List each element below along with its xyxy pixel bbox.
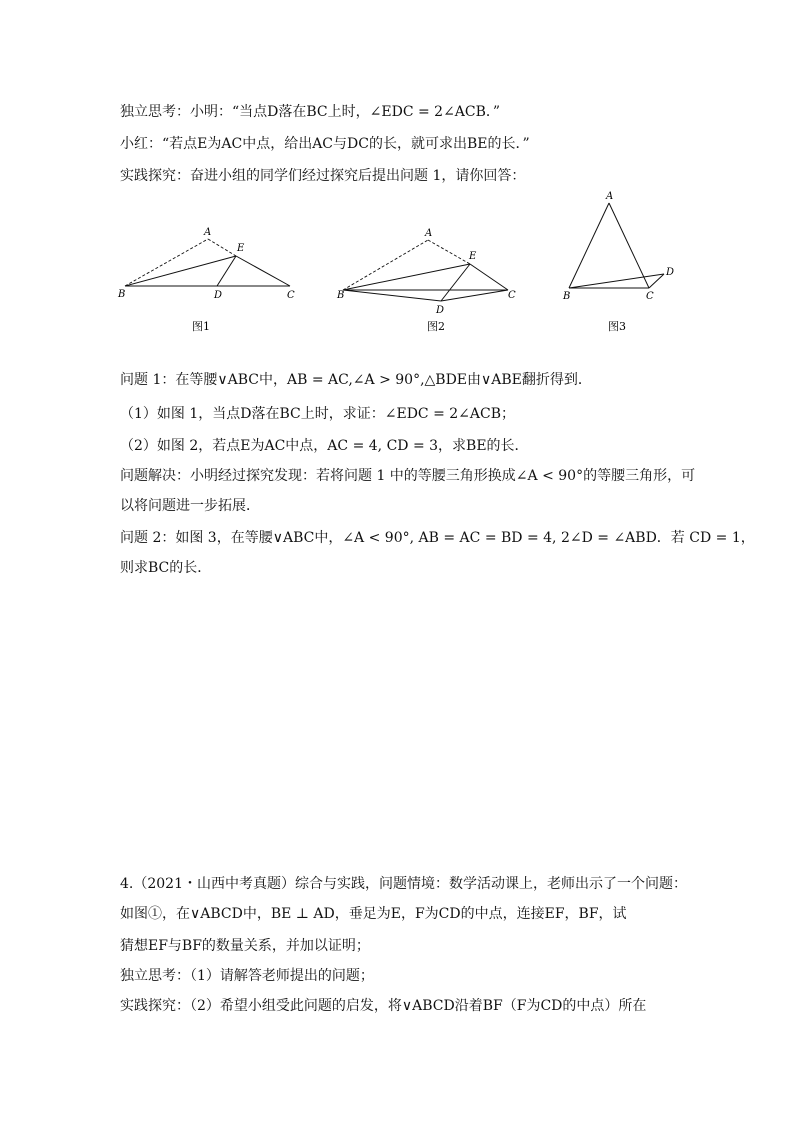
label-e: E <box>237 243 245 254</box>
label-a: A <box>425 228 433 239</box>
text-line: 猜想EF与BF的数量关系，并加以证明； <box>120 938 370 954</box>
label-d: D <box>214 290 223 301</box>
text-line: 则求BC的长． <box>120 560 212 576</box>
text-line: 问题解决：小明经过探究发现：若将问题 1 中的等腰三角形换成∠A < 90°的等腰三角形，可 <box>120 468 696 484</box>
text-line: 以将问题进一步拓展． <box>120 498 260 514</box>
label-b: B <box>563 291 571 302</box>
text-line: 实践探究：（2）希望小组受此问题的启发，将∨ABCD沿着BF（F为CD的中点）所在 <box>120 998 647 1014</box>
figure-1 <box>110 220 310 340</box>
label-c: C <box>508 290 516 301</box>
text-line: 小红：“若点E为AC中点，给出AC与DC的长，就可求出BE的长．” <box>120 136 530 152</box>
label-b: B <box>118 289 126 300</box>
label-d: D <box>666 267 675 278</box>
text-line: （1）如图 1，当点D落在BC上时，求证：∠EDC = 2∠ACB； <box>120 406 516 422</box>
label-b: B <box>337 290 345 301</box>
text-line: 独立思考：（1）请解答老师提出的问题； <box>120 968 374 984</box>
label-a: A <box>606 191 614 202</box>
text-line: 实践探究：奋进小组的同学们经过探究后提出问题 1，请你回答： <box>120 168 526 184</box>
label-a: A <box>204 227 212 238</box>
label-e: E <box>469 251 477 262</box>
text-line: 如图①，在∨ABCD中，BE ⊥ AD，垂足为E，F为CD的中点，连接EF，BF，试 <box>120 906 627 922</box>
text-line: 问题 2：如图 3，在等腰∨ABC中，∠A < 90°, AB = AC = BD = 4, 2∠D = ∠ABD．若 CD = 1， <box>120 530 755 546</box>
text-line: 独立思考：小明：“当点D落在BC上时，∠EDC = 2∠ACB．” <box>120 104 501 120</box>
figure-caption: 图1 <box>192 320 210 333</box>
figure-caption: 图3 <box>608 320 626 333</box>
figure-caption: 图2 <box>427 320 445 333</box>
text-line: 问题 1：在等腰∨ABC中，AB = AC,∠A > 90°,△BDE由∨ABE翻折得到． <box>120 372 592 388</box>
label-d: D <box>436 305 445 316</box>
text-line: （2）如图 2，若点E为AC中点，AC = 4, CD = 3，求BE的长． <box>120 438 529 454</box>
label-c: C <box>287 290 295 301</box>
text-line: 4.（2021・山西中考真题）综合与实践，问题情境：数学活动课上，老师出示了一个问题： <box>120 876 687 892</box>
figure-2 <box>335 220 535 340</box>
figure-3 <box>560 185 690 340</box>
label-c: C <box>646 291 654 302</box>
